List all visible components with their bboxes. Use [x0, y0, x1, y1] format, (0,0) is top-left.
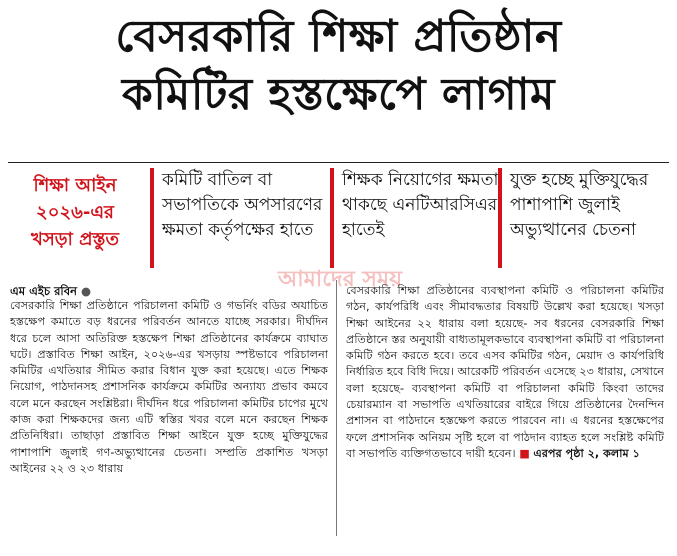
headline-line-1: বেসরকারি শিক্ষা প্রতিষ্ঠান — [115, 11, 562, 62]
bullet-icon: ● — [80, 284, 92, 298]
column-divider — [336, 280, 337, 536]
headline-line-2: কমিটির হস্তক্ষেপে লাগাম — [122, 69, 555, 120]
article-column-1 — [10, 298, 328, 538]
article-column-2 — [346, 283, 664, 539]
headline — [0, 8, 677, 124]
kicker-line-2: ২০২৬-এর — [36, 202, 114, 223]
watermark-logo: আমাদের সময় — [277, 267, 403, 292]
kicker-line-1: শিক্ষা আইন — [33, 175, 117, 196]
square-bullet-icon: ■ — [519, 446, 534, 460]
continuation-note: এরপর পৃষ্ঠা ২, কলাম ১ — [533, 446, 640, 460]
article-paragraph: বেসরকারি শিক্ষা প্রতিষ্ঠানে পরিচালনা কমিটি ও গভর্নিং বডির অযাচিত হস্তক্ষেপ কমাতে বড় ধরনের পরিবর্তন আনতে যাচ্ছে সরকার। দীর্ঘদিন ধরে চলে আসা অতিরিক্ত হস্তক্ষেপ শিক্ষা প্রতিষ্ঠানের কার্যক্রমে ব্যাঘাত ঘটে। প্রস্তাবিত শিক্ষা আইন, ২০২৬-এর খসড়ায় স্পষ্টভাবে পরিচালনা কমিটির এখতিয়ার সীমিত করার বিধান যুক্ত করা হয়েছে। এতে শিক্ষক নিয়োগ, পাঠদানসহ প্রশাসনিক কার্যক্রমে কমিটির অন্যায্য প্রভাব কমবে বলে মনে করছেন সংশ্লিষ্টরা। দীর্ঘদিন ধরে পরিচালনা কমিটির চাপের মুখে কাজ করা শিক্ষকদের জন্য এটি স্বস্তির খবর বলে মনে করছেন শিক্ষক প্রতিনিধিরা। তাছাড়া প্রস্তাবিত শিক্ষা আইনে যুক্ত হচ্ছে মুক্তিযুদ্ধের পাশাপাশি জুলাই গণ-অভ্যুত্থানের চেতনা। সম্প্রতি প্রকাশিত খসড়া আইনের ২২ ও ২৩ ধারায় — [10, 299, 328, 475]
kicker — [10, 172, 140, 272]
subhead-3: যুক্ত হচ্ছে মুক্তিযুদ্ধের পাশাপাশি জুলাই অভ্যুত্থানের চেতনা — [498, 168, 677, 268]
article-paragraph — [346, 283, 664, 462]
article-text: বেসরকারি শিক্ষা প্রতিষ্ঠানের ব্যবস্থাপনা কমিটি ও পরিচালনা কমিটির গঠন, কার্যপরিধি এবং সীমাবদ্ধতার বিষয়টি উল্লেখ করা হয়েছে। খসড়া শিক্ষা আইনের ২২ ধারায় বলা হয়েছে- সব ধরনের বেসরকারি শিক্ষা প্রতিষ্ঠানে স্তর অনুযায়ী বাধ্যতামূলকভাবে ব্যবস্থাপনা কমিটি বা পরিচালনা কমিটি গঠন করতে হবে। তবে এসব কমিটির গঠন, মেয়াদ ও কার্যপরিধি নির্ধারিত হবে বিধি দিয়ে। আরেকটি পরিবর্তন এসেছে ২৩ ধারায়, সেখানে বলা হয়েছে- ব্যবস্থাপনা কমিটি বা পরিচালনা কমিটি কিংবা তাদের চেয়ারম্যান বা সভাপতি এখতিয়ারের বাইরে গিয়ে প্রতিষ্ঠানের দৈনন্দিন প্রশাসন বা পাঠদানে হস্তক্ষেপ করতে পারবেন না। এ ধরনের হস্তক্ষেপের ফলে প্রশাসনিক অনিয়ম সৃষ্টি হলে বা পাঠদান ব্যাহত হলে সংশ্লিষ্ট কমিটি বা সভাপতি ব্যক্তিগতভাবে দায়ী হবেন। — [346, 284, 664, 460]
subhead-1: কমিটি বাতিল বা সভাপতিকে অপসারণের ক্ষমতা কর্তৃপক্ষের হাতে — [150, 168, 330, 268]
kicker-line-3: খসড়া প্রস্তুত — [31, 229, 119, 250]
divider — [8, 162, 669, 163]
subhead-2: শিক্ষক নিয়োগের ক্ষমতা থাকছে এনটিআরসিএর হাতেই — [330, 168, 502, 268]
byline-name: এম এইচ রবিন — [10, 284, 77, 298]
